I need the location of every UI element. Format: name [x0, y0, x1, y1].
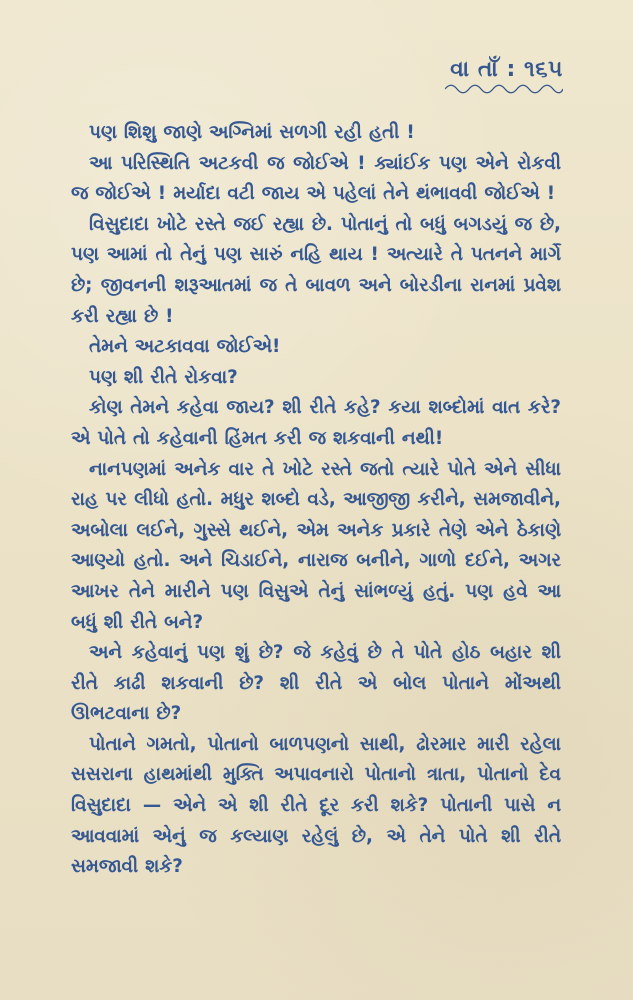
paragraph-5: પણ શી રીતે રોકવા?: [89, 366, 238, 388]
paragraph-3: વિસુદાદા ખોટે રસ્તે જઈ રહ્યા છે. પોતાનું તો બધું બગડયું જ છે, પણ આમાં તો તેનું પણ સારું નહિ થાય ! અત્યારે તે પતનને માર્ગે છે; જીવનની શરૂઆતમાં જ તે બાવળ અને બોરડીના રાનમાં પ્રવેશ કરી રહ્યા છે !: [71, 213, 561, 327]
paragraph-1: પણ શિશુ જાણે અગ્નિમાં સળગી રહી હતી !: [89, 122, 415, 143]
paragraph-9: પોતાને ગમતો, પોતાનો બાળપણનો સાથી, ઢોરમાર મારી રહેલા સસરાના હાથમાંથી મુક્તિ અપાવનારો પોતાનો ત્રાતા, પોતાનો દેવ વિસુદાદા — એને એ શી રીતે દૂર કરી શકે? પોતાની પાસે ન આવવામાં એનું જ કલ્યાણ રહેલું છે, એ તેને પોતે શી રીતે સમજાવી શકે?: [71, 733, 561, 878]
paragraph-4: તેમને અટકાવવા જોઈએ!: [89, 336, 281, 358]
page-body: [71, 118, 561, 883]
paragraph-8: અને કહેવાનું પણ શું છે? જે કહેવું છે તે પોતે હોઠ બહાર શી રીતે કાઢી શકવાની છે? શી રીતે એ બોલ પોતાને મોંઅથી ઊભટવાના છે?: [71, 642, 561, 725]
paragraph-7: નાનપણમાં અનેક વાર તે ખોટે રસ્તે જતો ત્યારે પોતે એને સીધા રાહ પર લીધો હતો. મધુર શબ્દો વડે, આજીજી કરીને, સમજાવીને, અબોલા લઈને, ગુસ્સે થઈને, એમ અનેક પ્રકારે તેણે એને ઠેકાણે આણ્યો હતો. અને ચિડાઈને, નારાજ બનીને, ગાળો દઈને, અગર આખર તેને મારીને પણ વિસુએ તેનું સાંભળ્યું હતું. પણ હવે આ બધું શી રીતે બને?: [71, 458, 561, 633]
paragraph-2: આ પરિસ્થિતિ અટકવી જ જોઈએ ! ક્યાંઈક પણ એને રોકવી જ જોઈએ ! મર્યાદા વટી જાય એ પહેલાં તેને થંભાવવી જોઈએ !: [71, 152, 561, 205]
wavy-rule-icon: [445, 84, 563, 94]
page-number-heading: વા તાઁ : ૧૬૫: [450, 57, 563, 82]
page-header: [413, 58, 563, 94]
paragraph-6: કોણ તેમને કહેવા જાય? શી રીતે કહે? કયા શબ્દોમાં વાત કરે? એ પોતે તો કહેવાની હિંમત કરી જ શકવાની નથી!: [71, 397, 561, 449]
